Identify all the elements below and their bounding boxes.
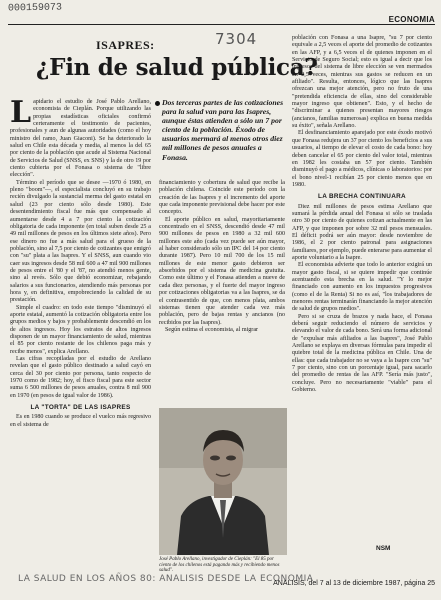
paragraph: Simple el cuadro: en todo este tiempo "disminuyó el aporte estatal, aumentó la cotización obligatoria entre los grupos medios y bajos y probablemente descendió en los de altos ingresos. Hoy los estratos de altos ingresos disponen de un mayor financiamiento de salud, mientras el 85 por ciento restante de los chilenos paga más y recibe menos", explica Arellano.	[10, 304, 151, 355]
paragraph: financiamiento y cobertura de salud que recibe la población chilena. Coincide este período con la creación de las Isapres y el incremento del aporte que cada imponente previsional debe hacer por este concepto.	[159, 180, 285, 216]
paragraph: Pero si se cruza de brazos y nada hace, el Fonasa deberá seguir reduciendo el número de servicios y elevando el valor de cada bono. Será una forma adicional de "expulsar más afiliados a las Isapres", José Pablo Arellano se explaya en diversas fórmulas para impedir el quiebre total de la medicina pública en Chile. Una de ellas: que cada trabajador no se vaya a la Isapre con "su" 7 por ciento, sino con un porcentaje igual, para sacarlo del promedio de rentas de las AFP. "Sería más justo", concluye. Pero no necesariamente "viable" para el Gobierno.	[292, 313, 432, 394]
paragraph: El desfinanciamiento aparejado por este éxodo motivó que Fonasa redujera un 37 por ciento los beneficios a sus usuarios, al tiempo de elevar el costo de cada bono: hoy deben cancelar el 65 por ciento del valor total, mientras en 1982 les costaba un 57 por ciento. También disminuyó el pago a médicos, clínicas o laboratorios: por el bono nivel-1 recibían 25 por ciento menos que en 1980.	[292, 130, 432, 188]
paragraph: Diez mil millones de pesos estima Arellano que sumará la pérdida anual del Fonasa si sólo se traslada otro 30 por ciento de quienes cotizan actualmente en las AFP, y que imponen por sobre 32 mil pesos mensuales. El déficit podrá ser aún mayor: desde noviembre de 1986, el 2 por ciento patronal para asignaciones familiares, por ejemplo, puede enterarse para aumentar el aporte voluntario a la Isapre.	[292, 203, 432, 261]
column-3	[292, 35, 432, 395]
paragraph: El economista advierte que todo lo anterior exigirá un mayor gasto fiscal, si se quiere impedir que continúe acentuando esta brecha en la salud. "Y lo mejor financiado con aumento en los impuestos progresivos (como el de la Renta) Si no es así, "los trabajadores de menores rentas terminarán financiando la mejor atención de salud de grupos medios".	[292, 262, 432, 313]
subheading: LA BRECHA CONTINUARA	[318, 193, 406, 201]
handwritten-number: 7304	[215, 30, 258, 48]
paragraph: Las cifras recopiladas por el estudio de Arellano revelan que el gasto público destinado a salud cayó en cerca del 30 por ciento por persona, tanto respecto de 1970 como de 1982; hoy, el fisco fiscal para este sector suma 6 500 millones de pesos anuales, contra 8 mil 900 en 1970 (en pesos de igual valor de 1986).	[10, 356, 151, 399]
paragraph: Según estima el economista, al migrar	[165, 326, 259, 333]
photo-caption: José Pablo Arellano, investigador de Cieplán: "El 85 por ciento de los chilenos está pagando más y recibiendo menos salud".	[159, 557, 280, 574]
section-label: ECONOMIA	[388, 15, 435, 24]
subheading: LA "TORTA" DE LAS ISAPRES	[30, 404, 131, 412]
bullet-icon	[155, 101, 160, 106]
drop-cap: L	[10, 95, 32, 130]
archive-stamp: 000159073	[7, 2, 63, 15]
paragraph: población con Fonasa a una Isapre, "su 7 por ciento equivale a 2,5 veces el aporte del promedio de cotizantes en las AFP, y a 6,5 veces el de quienes imponen en el Servicio de Seguro Social; esto es igual a decir que los ingresos del sistema de libre elección se ven mermados en 2,5 veces, mientras sus gastos se reducen en un afiliado". Resulta, entonces, lógico que las Isapres ofrezcan una mejor atención, pero no fruto de una "pretendida eficiencia de ellas, sino del considerable mayor ingreso que obtienen". Esto, y el hecho de "discriminar a quienes presentan mayores riesgos (ancianos, familias numerosas) explica en buena medida su éxito", señala Arellano.	[292, 35, 432, 130]
paragraph: apidario el estudio de José Pablo Arellano, economista de Cieplán. Porque utilizando las propias estadísticas oficiales confirmó certeramente el testimonio de pacientes, profesionales y aun de algunas autoridades (como el hoy ministro del ramo, Juan Giaconi). Se ha deteriorado la salud en Chile esta década y media, al menos la del 65 por ciento de la población que acude al Sistema Nacional de Servicios de Salud (SNSS, ex SNS) y la de otro 19 por ciento cubierta por el Fonasa o sistema de "libre elección".	[10, 99, 151, 179]
paragraph: Término el período que se desee —1970 ó 1980, en pleno "boom"—, el especialista concluyó en su trabajo recién divulgado la sustancial merma del gasto estatal en salud (23 por ciento sólo desde 1980). Este desentendimiento fiscal fue más que compensado al aumentarse desde 4 a 7 por ciento la cotización obligatoria de cada imponente (en total suben desde 25 a 49 mil millones de pesos en los últimos siete años). Pero ese dinero no fue a más salud para el grueso de la población, sino al 7,5 por ciento de cotizantes que emigró con "su" plata a las Isapres. Y el SNSS, aun cuando vio caer sus ingresos desde 58 mil 600 a 47 mil 900 millones de pesos entre el '80 y el '87, no atendió menos gente, sino al revés. Sólo que debió economizar, rebajando salarios a sus funcionarios, atendiendo más personas por hora y, en definitiva, empobreciendo la calidad de su prestación.	[10, 179, 151, 304]
top-rule	[8, 24, 435, 25]
portrait-illustration	[159, 408, 287, 555]
article-title: ¿Fin de salud pública?	[36, 54, 318, 81]
column-2	[159, 180, 285, 334]
author-signature: NSM	[376, 545, 391, 552]
portrait-photo	[159, 408, 287, 555]
paragraph: Es en 1980 cuando se produce el vuelco más regresivo en el sistema de	[10, 414, 151, 428]
column-1	[10, 95, 151, 429]
article-deck: Dos terceras partes de las cotizaciones para la salud van para las Isapres, aunque éstas atienden a sólo un 7 por ciento de la población. Éxodo de usuarios mermará al menos otros diez mil millones de pesos anuales a Fonasa.	[162, 98, 284, 162]
article-kicker: ISAPRES:	[96, 38, 155, 52]
paragraph: El aporte público en salud, mayoritariamente concentrado en el SNSS, descendió desde 47 mil 900 millones de pesos en 1980 a 32 mil 600 millones este año (cada vez puede ser aún mayor, al haber considerado sólo un IPC del 14 por ciento durante 1987). Pero 10 mil 700 de los 15 mil millones de este menor gasto debieron ser absorbidos por el sistema de medicina gratuita. Como este último y el Fonasa atienden a nueve de cada diez personas, y el fuerte del mayor ingreso por cotizaciones obligatorias va a las Isapres, se da el contrasentido de que, con menos plata, ambos sistemas tienen que atender cada vez más población, pero de bajas rentas y ancianos (no recibidos por las Isapres).	[159, 216, 285, 326]
handwritten-footer: LA SALUD EN LOS AÑOS 80: ANALISIS DESDE LA ECONOMIA	[18, 574, 314, 584]
publication-footer: ANALISIS, del 7 al 13 de diciembre 1987, página 25	[273, 580, 435, 587]
